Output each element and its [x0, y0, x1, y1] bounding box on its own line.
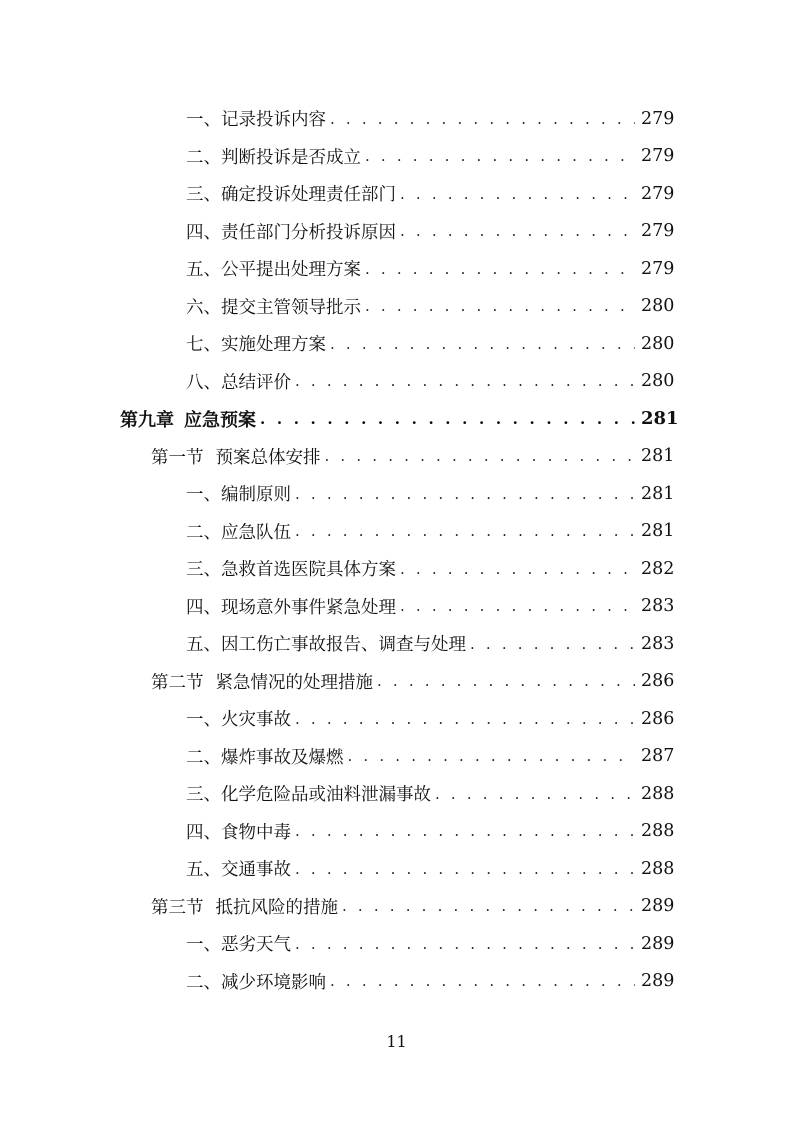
section-title: 抵抗风险的措施 — [215, 897, 338, 918]
toc-entry-page: 281 — [641, 483, 675, 504]
dot-leader — [400, 222, 635, 240]
toc-entry-page: 289 — [641, 896, 675, 917]
toc-entry-title: 五、公平提出处理方案 — [186, 260, 361, 281]
toc-entry[interactable] — [0, 363, 793, 401]
toc-entry[interactable] — [0, 550, 793, 588]
toc-entry-page: 279 — [641, 183, 675, 204]
toc-entry-title: 三、化学危险品或油料泄漏事故 — [186, 785, 431, 806]
toc-entry-title: 三、急救首选医院具体方案 — [186, 560, 396, 581]
dot-leader — [365, 147, 635, 165]
toc-entry-title: 二、爆炸事故及爆燃 — [186, 747, 344, 768]
toc-entry-page: 289 — [641, 933, 675, 954]
dot-leader — [260, 410, 635, 428]
toc-entry-page: 280 — [641, 371, 675, 392]
toc-entry[interactable] — [0, 325, 793, 363]
toc-entry-title: 四、责任部门分析投诉原因 — [186, 222, 396, 243]
toc-entry[interactable] — [0, 738, 793, 776]
toc-entry-title: 三、确定投诉处理责任部门 — [186, 185, 396, 206]
toc-entry-page: 281 — [641, 446, 675, 467]
section-title: 预案总体安排 — [215, 447, 321, 468]
section-number: 第二节 — [151, 672, 204, 693]
toc-entry[interactable] — [0, 813, 793, 851]
toc-entry-page: 280 — [641, 296, 675, 317]
dot-leader — [295, 485, 635, 503]
toc-section-entry[interactable] — [0, 663, 793, 701]
toc-entry-page: 280 — [641, 333, 675, 354]
section-title: 紧急情况的处理措施 — [215, 672, 373, 693]
toc-entry-page: 281 — [641, 408, 679, 430]
dot-leader — [330, 972, 635, 990]
toc-entry-title: 五、因工伤亡事故报告、调查与处理 — [186, 635, 466, 656]
toc-entry-page: 287 — [641, 746, 675, 767]
toc-entry-page: 279 — [641, 108, 675, 129]
toc-entry-page: 281 — [641, 521, 675, 542]
toc-entry-page: 283 — [641, 596, 675, 617]
dot-leader — [330, 335, 635, 353]
toc-entry-title: 七、实施处理方案 — [186, 335, 326, 356]
toc-entry-title: 一、火灾事故 — [186, 710, 291, 731]
toc-entry[interactable] — [0, 138, 793, 176]
chapter-number: 第九章 — [120, 409, 174, 431]
toc-entry[interactable] — [0, 963, 793, 1001]
toc-entry[interactable] — [0, 700, 793, 738]
toc-entry-title: 四、食物中毒 — [186, 822, 291, 843]
toc-entry[interactable] — [0, 513, 793, 551]
toc-entry-title: 一、恶劣天气 — [186, 935, 291, 956]
toc-entry-page: 282 — [641, 558, 675, 579]
toc-entry-title: 二、应急队伍 — [186, 522, 291, 543]
dot-leader — [348, 747, 636, 765]
toc-entry[interactable] — [0, 175, 793, 213]
toc-entry-page: 279 — [641, 146, 675, 167]
toc-entry[interactable] — [0, 925, 793, 963]
toc-entry-title: 六、提交主管领导批示 — [186, 297, 361, 318]
dot-leader — [470, 635, 635, 653]
toc-entry-title: 四、现场意外事件紧急处理 — [186, 597, 396, 618]
dot-leader — [342, 897, 635, 915]
toc-entry[interactable] — [0, 625, 793, 663]
section-number: 第三节 — [151, 897, 204, 918]
toc-entry-page: 289 — [641, 971, 675, 992]
toc-entry-page: 288 — [641, 821, 675, 842]
dot-leader — [295, 935, 635, 953]
dot-leader — [435, 785, 635, 803]
toc-entry[interactable] — [0, 100, 793, 138]
dot-leader — [365, 260, 635, 278]
dot-leader — [400, 597, 635, 615]
toc-entry[interactable] — [0, 475, 793, 513]
dot-leader — [295, 860, 635, 878]
toc-entry-title: 二、减少环境影响 — [186, 972, 326, 993]
toc-entry[interactable] — [0, 775, 793, 813]
dot-leader — [295, 522, 635, 540]
toc-entry-title: 五、交通事故 — [186, 860, 291, 881]
toc-entry-page: 286 — [641, 671, 675, 692]
toc-entry-page: 279 — [641, 258, 675, 279]
toc-entry-title: 二、判断投诉是否成立 — [186, 147, 361, 168]
dot-leader — [330, 110, 635, 128]
toc-entry-title: 八、总结评价 — [186, 372, 291, 393]
dot-leader — [400, 560, 635, 578]
dot-leader — [295, 822, 635, 840]
dot-leader — [295, 710, 635, 728]
toc-entry-page: 279 — [641, 221, 675, 242]
dot-leader — [325, 447, 636, 465]
chapter-title: 应急预案 — [184, 409, 256, 431]
toc-entry-page: 288 — [641, 858, 675, 879]
toc-section-entry[interactable] — [0, 438, 793, 476]
toc-chapter-entry[interactable] — [0, 400, 793, 438]
toc-entry-title: 一、编制原则 — [186, 485, 291, 506]
dot-leader — [295, 372, 635, 390]
dot-leader — [400, 185, 635, 203]
section-number: 第一节 — [151, 447, 204, 468]
toc-entry-page: 288 — [641, 783, 675, 804]
toc-section-entry[interactable] — [0, 888, 793, 926]
toc-entry[interactable] — [0, 250, 793, 288]
toc-entry-page: 283 — [641, 633, 675, 654]
table-of-contents — [0, 100, 793, 1000]
dot-leader — [365, 297, 635, 315]
toc-entry-title: 一、记录投诉内容 — [186, 110, 326, 131]
toc-entry[interactable] — [0, 288, 793, 326]
toc-entry[interactable] — [0, 850, 793, 888]
toc-entry-page: 286 — [641, 708, 675, 729]
toc-entry[interactable] — [0, 213, 793, 251]
toc-entry[interactable] — [0, 588, 793, 626]
dot-leader — [377, 672, 635, 690]
page-number: 11 — [386, 1032, 407, 1051]
